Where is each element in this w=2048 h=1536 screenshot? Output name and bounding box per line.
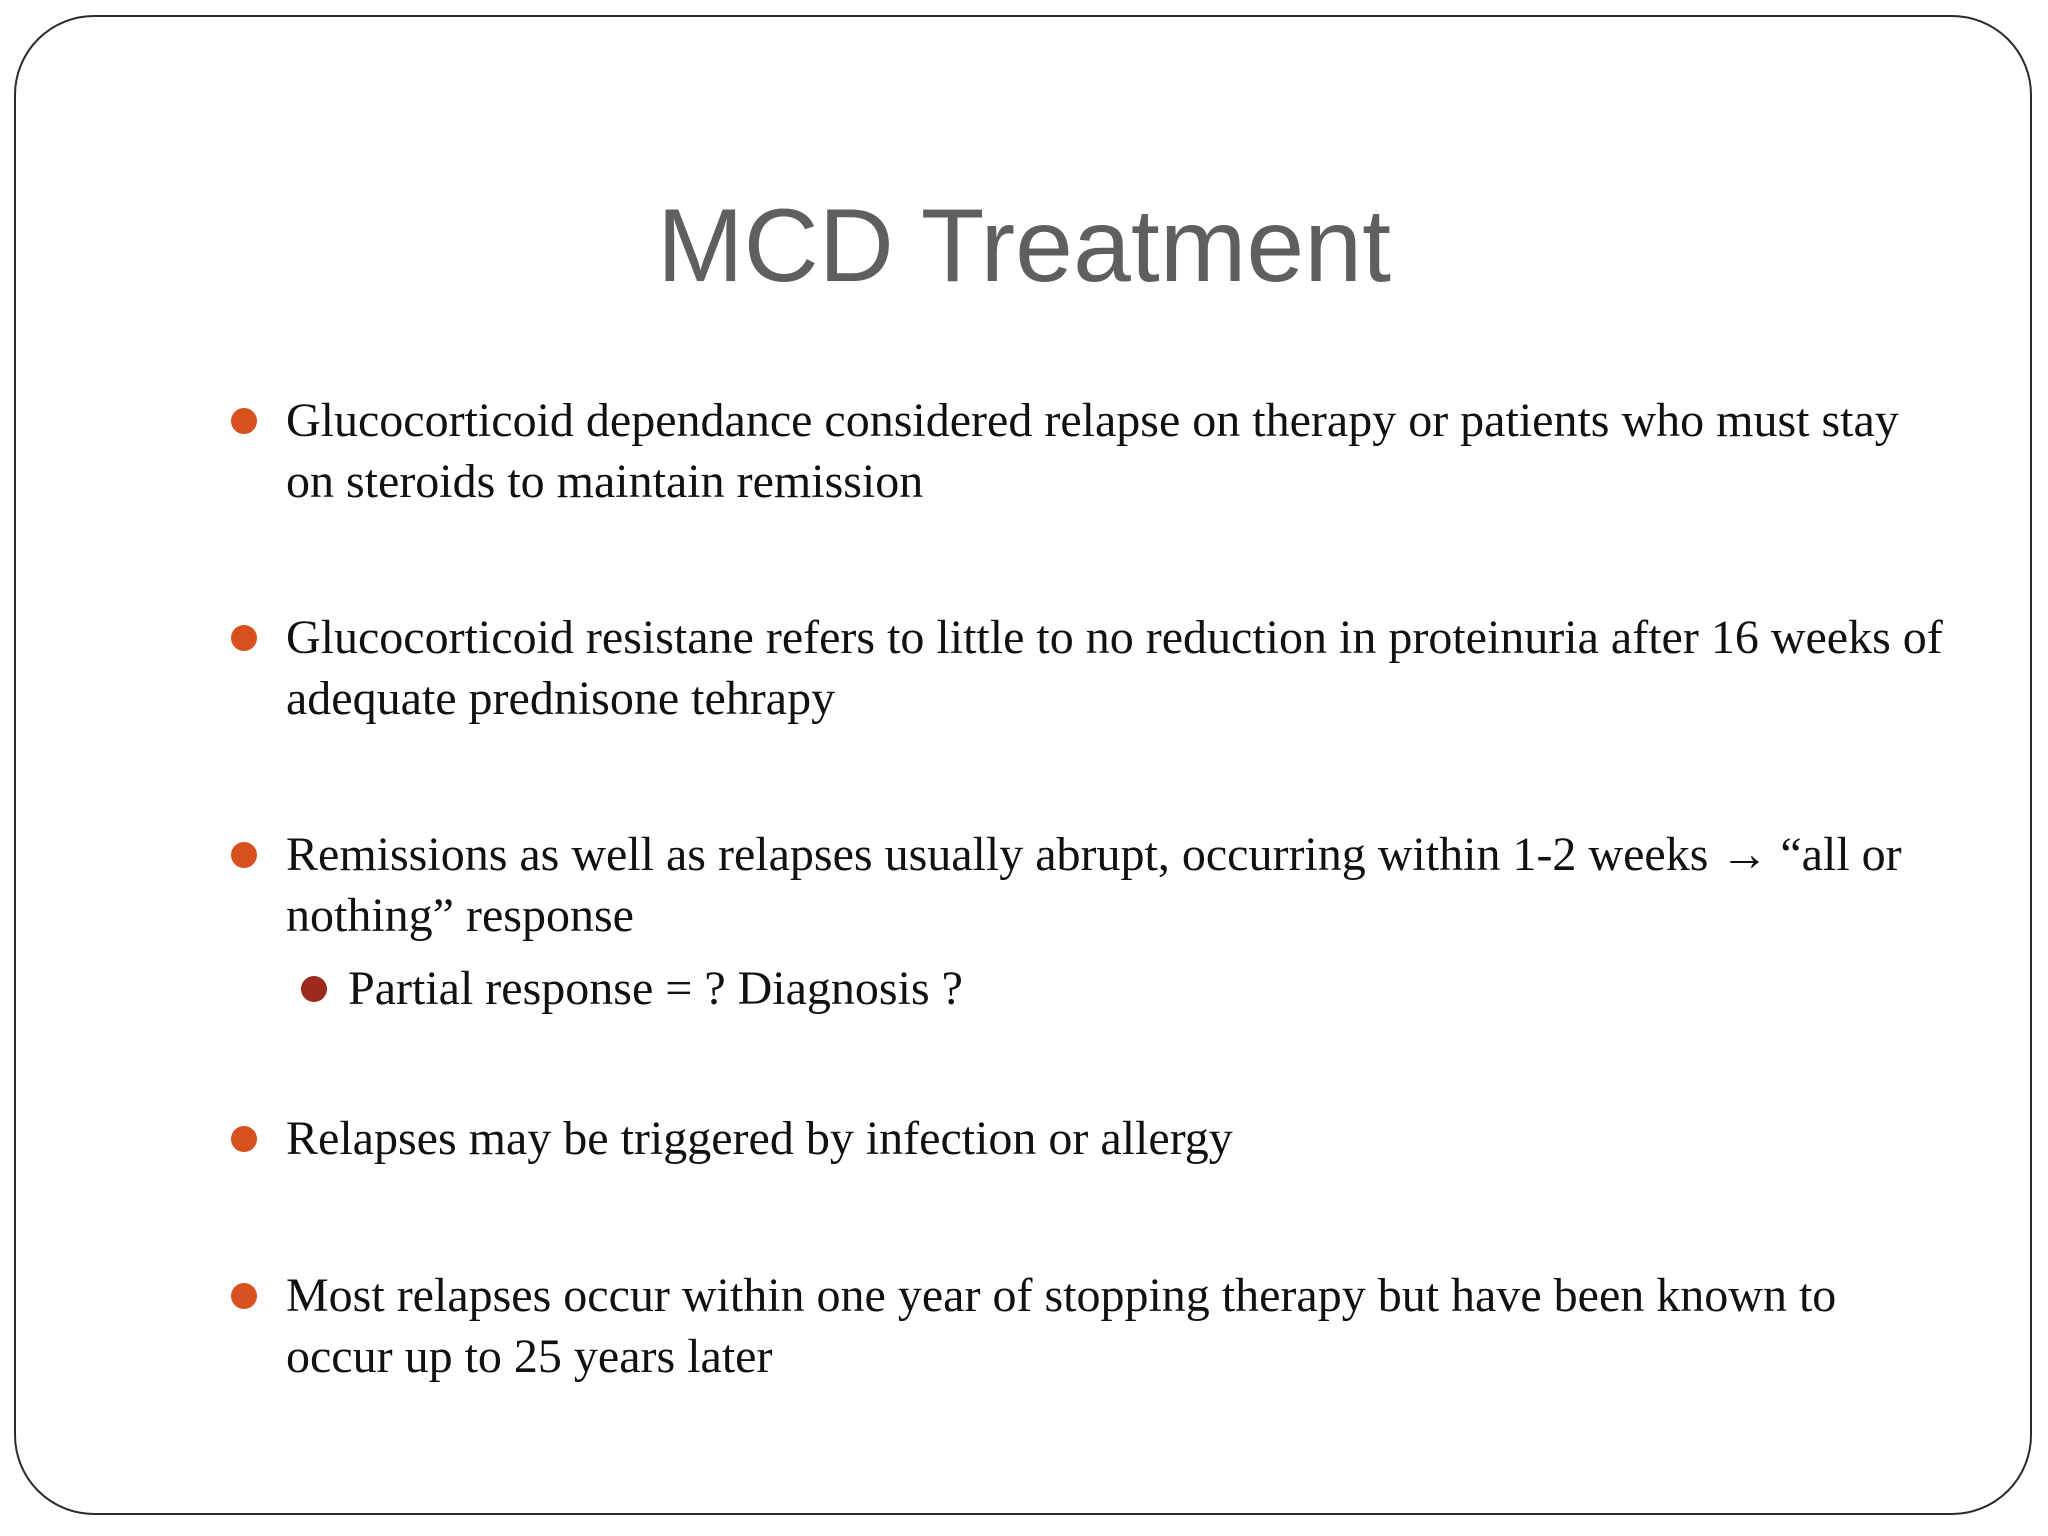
bullet-item (286, 607, 1946, 729)
bullet-item (286, 390, 1946, 512)
bullet-text: Most relapses occur within one year of stopping therapy but have been known to occur up to 25 years later (286, 1269, 1837, 1383)
bullet-dot-icon (231, 1283, 257, 1309)
bullet-item (286, 824, 1946, 946)
bullet-dot-icon (231, 1126, 257, 1152)
bullet-dot-icon (231, 842, 257, 868)
sub-bullet-text: Partial response = ? Diagnosis ? (348, 962, 963, 1015)
bullet-text: Glucocorticoid resistane refers to little to no reduction in proteinuria after 16 weeks of adequate prednisone tehrapy (286, 611, 1943, 725)
bullet-dot-icon (231, 408, 257, 434)
sub-bullet-item (348, 958, 1908, 1019)
bullet-text: Glucocorticoid dependance considered relapse on therapy or patients who must stay on steroids to maintain remission (286, 394, 1899, 508)
bullet-item (286, 1108, 1946, 1169)
bullet-text: Relapses may be triggered by infection or allergy (286, 1112, 1233, 1165)
bullet-dot-icon (231, 625, 257, 651)
sub-bullet-dot-icon (301, 976, 327, 1002)
slide-title: MCD Treatment (657, 188, 1391, 304)
bullet-item (286, 1265, 1946, 1387)
bullet-text: Remissions as well as relapses usually abrupt, occurring within 1-2 weeks → “all or nothing” response (286, 828, 1902, 942)
